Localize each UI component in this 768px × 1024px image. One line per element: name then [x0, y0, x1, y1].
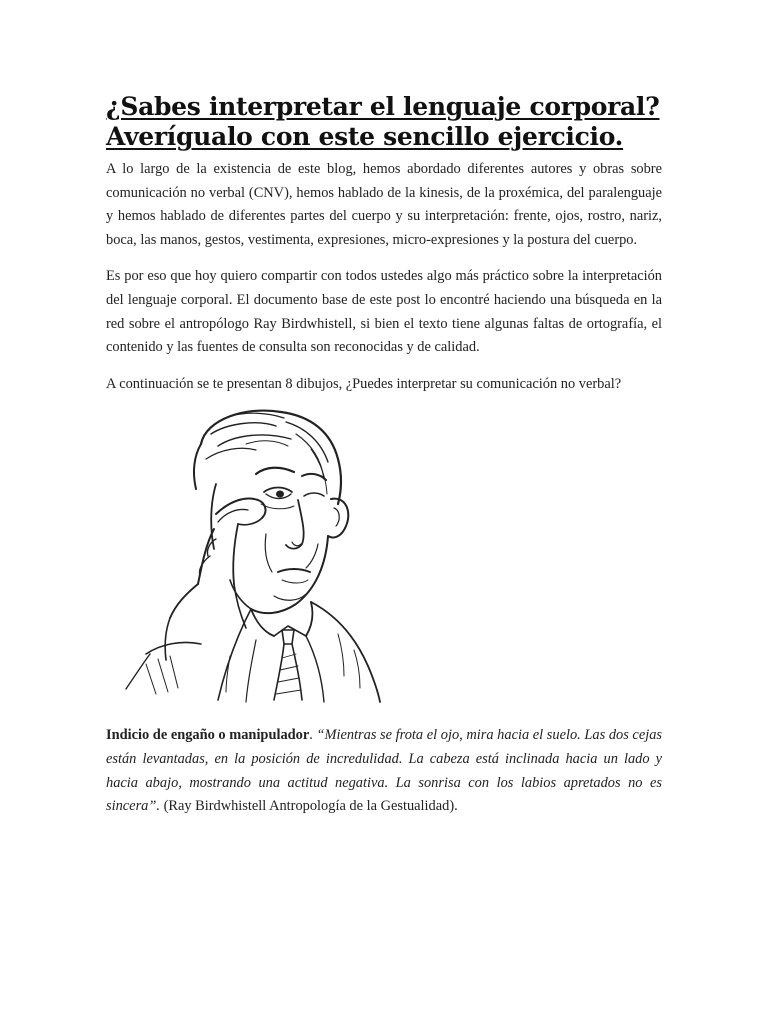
- document-page: [106, 92, 662, 819]
- question-paragraph: A continuación se te presentan 8 dibujos, ¿Puedes interpretar su comunicación no verbal?: [106, 375, 622, 392]
- context-paragraph: Es por eso que hoy quiero compartir con todos ustedes algo más práctico sobre la interpretación del lenguaje corporal. El documento base de este post lo encontré haciendo una búsqueda en la red sobre el antropólogo Ray Birdwhistell, si bien el texto tiene algunas faltas de ortografía, el contenido y las fuentes de consulta son reconocidas y de calidad.: [106, 268, 662, 356]
- caption-source: (Ray Birdwhistell Antropología de la Gestualidad).: [159, 798, 458, 815]
- title-line-2: Averígualo con este sencillo ejercicio.: [106, 122, 624, 151]
- figure-caption: [106, 724, 662, 818]
- title-line-1: ¿Sabes interpretar el lenguaje corporal?: [106, 92, 660, 121]
- man-rubbing-eye-sketch-icon: [106, 404, 406, 704]
- caption-quote: “Mientras se frota el ojo, mira hacia el suelo. Las dos cejas están levantadas, en la posición de incredulidad. La cabeza está inclinada hacia un lado y hacia abajo, mostrando una actitud negativa. La sonrisa con los labios apretados no es sincera”.: [106, 727, 662, 815]
- intro-paragraph: A lo largo de la existencia de este blog, hemos abordado diferentes autores y obras sobre comunicación no verbal (CNV), hemos hablado de la kinesis, de la proxémica, del paralenguaje y hemos hablado de diferentes partes del cuerpo y su interpretación: frente, ojos, rostro, nariz, boca, las manos, gestos, vestimenta, expresiones, micro-expresiones y la postura del cuerpo.: [106, 161, 662, 248]
- caption-separator: .: [309, 727, 317, 744]
- caption-heading: Indicio de engaño o manipulador: [106, 727, 310, 744]
- page-title: [106, 92, 662, 152]
